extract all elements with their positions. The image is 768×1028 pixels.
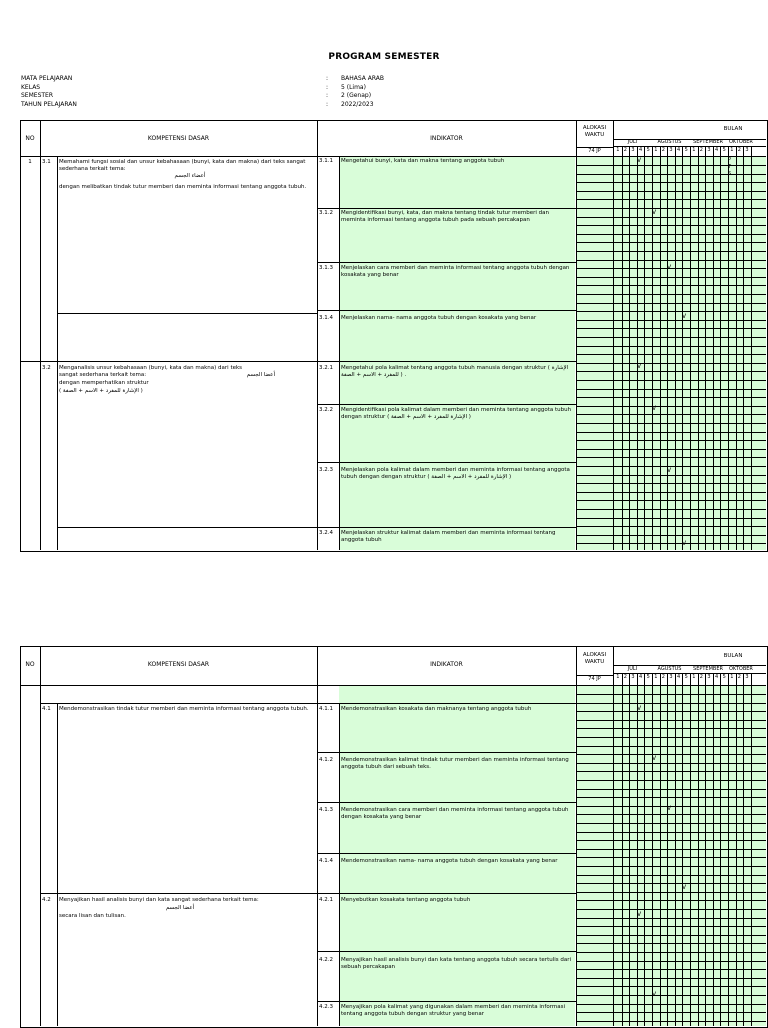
week-number: 1 xyxy=(654,147,658,153)
header-kd: KOMPETENSI DASAR xyxy=(147,135,210,142)
week-number: 4 xyxy=(715,147,719,153)
indicator-code: 3.1.3 xyxy=(319,265,333,271)
indicator-fill xyxy=(339,686,575,1026)
kd-code: 3.2 xyxy=(42,365,51,371)
kd-code: 4.1 xyxy=(42,706,51,712)
grid-row xyxy=(576,849,766,850)
meta-key: KELAS xyxy=(21,83,41,91)
row-line xyxy=(317,262,576,263)
header-jp: 74 JP xyxy=(588,676,601,682)
meta-value: BAHASA ARAB xyxy=(341,75,385,82)
meta-row xyxy=(21,75,401,84)
week-number: 2 xyxy=(623,674,627,680)
week-number: 1 xyxy=(730,147,734,153)
grid-col xyxy=(675,146,676,550)
grid-row xyxy=(576,234,766,235)
header-bulan: BULAN xyxy=(723,653,743,659)
week-check: V xyxy=(682,884,687,891)
kd-text-2: dengan melibatkan tindak tutur memberi dan meminta informasi tentang anggota tubuh. xyxy=(59,184,307,190)
indicator-text: Mendemonstrasikan cara memberi dan meminta informasi tentang anggota tubuh dengan kosakata yang benar xyxy=(341,807,569,820)
week-check: V xyxy=(637,157,642,164)
header-jp: 74 JP xyxy=(588,148,601,154)
week-number: 3 xyxy=(669,147,673,153)
grid-row xyxy=(576,225,766,226)
grid-row xyxy=(576,703,766,704)
week-number: 5 xyxy=(722,674,726,680)
week-number: 4 xyxy=(677,674,681,680)
week-number: 5 xyxy=(722,147,726,153)
kd-arabic: أعضا الجسم xyxy=(165,905,195,911)
grid-row xyxy=(576,711,766,712)
grid-row xyxy=(576,526,766,527)
header-indikator: INDIKATOR xyxy=(430,661,463,668)
page-title: PROGRAM SEMESTER xyxy=(328,52,440,62)
grid-row xyxy=(576,337,766,338)
row-line xyxy=(317,361,576,362)
grid-row xyxy=(576,423,766,424)
meta-sep: : xyxy=(326,92,329,99)
grid-row xyxy=(576,535,766,536)
grid-row xyxy=(576,918,766,919)
row-line xyxy=(317,893,576,894)
row-line xyxy=(317,310,576,311)
week-number: 5 xyxy=(684,674,688,680)
grid-row xyxy=(576,294,766,295)
grid-row xyxy=(576,543,766,544)
week-number: 5 xyxy=(684,147,688,153)
row-line xyxy=(57,527,317,528)
week-number: 2 xyxy=(661,674,665,680)
month-label: SEPTEMBER xyxy=(693,666,723,672)
week-check: V xyxy=(652,405,657,412)
week-number: 2 xyxy=(737,147,741,153)
grid-row xyxy=(576,754,766,755)
grid-row xyxy=(576,780,766,781)
pts-letter: P xyxy=(728,157,732,163)
indicator-text: Mendemonstrasikan kosakata dan maknanya tentang anggota tubuh xyxy=(341,706,532,712)
indicator-code: 4.1.4 xyxy=(319,858,333,864)
meta-sep: : xyxy=(326,100,329,108)
row-line xyxy=(317,1001,576,1002)
grid-row xyxy=(576,978,766,979)
indicator-code: 3.1.4 xyxy=(319,315,333,321)
grid-row xyxy=(576,789,766,790)
col-line xyxy=(317,646,318,1026)
indicator-text: Menyajikan pola kalimat yang digunakan dalam memberi dan meminta informasi tentang anggota tubuh dengan struktur yang benar xyxy=(341,1004,565,1017)
grid-row xyxy=(576,763,766,764)
grid-col xyxy=(698,146,699,550)
indicator-code: 4.1.2 xyxy=(319,757,333,763)
row-line xyxy=(20,361,317,362)
month-label: JULI xyxy=(627,139,638,145)
month-label: AGUSTUS xyxy=(657,139,682,145)
header-line xyxy=(20,685,766,686)
grid-col xyxy=(682,146,683,550)
indicator-text: Mengetahui pola kalimat tentang anggota tubuh manusia dengan struktur ( الإشارة للمفرد + الاسم + الصفة ) . xyxy=(341,365,569,378)
grid-row xyxy=(576,457,766,458)
week-number: 1 xyxy=(692,147,696,153)
grid-row xyxy=(576,475,766,476)
week-number: 3 xyxy=(631,674,635,680)
meta-sep: : xyxy=(326,83,329,91)
grid-row xyxy=(576,440,766,441)
kd-text: Mendemonstrasikan tindak tutur memberi dan meminta informasi tentang anggota tubuh. xyxy=(59,706,309,712)
indicator-code: 4.1.3 xyxy=(319,807,333,813)
pts-letter: S xyxy=(728,171,732,177)
week-check: V xyxy=(637,911,642,918)
kd-text-2: dengan memperhatikan struktur xyxy=(59,380,149,386)
week-number: 4 xyxy=(639,147,643,153)
week-number: 2 xyxy=(623,147,627,153)
meta-value: 2 (Genap) xyxy=(341,92,372,99)
grid-row xyxy=(576,995,766,996)
grid-row xyxy=(576,432,766,433)
grid-row xyxy=(576,909,766,910)
month-label: OKTOBER xyxy=(729,139,753,145)
grid-row xyxy=(576,311,766,312)
row-line xyxy=(317,527,576,528)
grid-row xyxy=(576,943,766,944)
col-line xyxy=(613,120,614,550)
week-check: V xyxy=(667,467,672,474)
grid-row xyxy=(576,1012,766,1013)
meta-info xyxy=(21,75,401,109)
grid-row xyxy=(576,346,766,347)
kd-text: Memahami fungsi sosial dan unsur kebahasaan (bunyi, kata dan makna) dari teks sangat sederhana terkait tema: xyxy=(59,159,306,172)
month-label: AGUSTUS xyxy=(657,666,682,672)
week-number: 2 xyxy=(737,674,741,680)
month-label: SEPTEMBER xyxy=(693,139,723,145)
col-line xyxy=(57,157,58,550)
col-line xyxy=(576,120,577,550)
grid-row xyxy=(576,866,766,867)
grid-col xyxy=(622,146,623,550)
kd-arabic: أعضاء الجسم xyxy=(174,173,206,179)
grid-col xyxy=(720,146,721,550)
grid-row xyxy=(576,814,766,815)
grid-row xyxy=(576,797,766,798)
month-label: JULI xyxy=(627,666,638,672)
grid-row xyxy=(576,380,766,381)
kd-text: Menyajikan hasil analisis bunyi dan kata sangat sederhana terkait tema: xyxy=(59,897,259,903)
grid-row xyxy=(576,242,766,243)
indicator-text: Menjelaskan struktur kalimat dalam memberi dan meminta informasi tentang anggota tubuh xyxy=(341,530,556,543)
meta-row xyxy=(21,101,401,110)
indicator-text: Menyebutkan kosakata tentang anggota tubuh xyxy=(341,897,471,903)
grid-col xyxy=(743,146,744,550)
grid-row xyxy=(576,720,766,721)
indicator-text: Mengidentifikasi bunyi, kata, dan makna tentang tindak tutur memberi dan meminta informasi tentang anggota tubuh pada sebuah percakapan xyxy=(341,210,549,223)
grid-row xyxy=(576,509,766,510)
meta-row xyxy=(21,84,401,93)
grid-col xyxy=(690,146,691,550)
grid-row xyxy=(576,320,766,321)
indicator-code: 4.2.2 xyxy=(319,957,333,963)
indicator-code: 3.2.3 xyxy=(319,467,333,473)
indicator-code: 4.2.1 xyxy=(319,897,333,903)
grid-row xyxy=(576,260,766,261)
week-number: 3 xyxy=(707,674,711,680)
grid-row xyxy=(576,883,766,884)
grid-row xyxy=(576,961,766,962)
week-number: 3 xyxy=(631,147,635,153)
week-number: 5 xyxy=(646,674,650,680)
header-indikator: INDIKATOR xyxy=(430,135,463,142)
grid-row xyxy=(576,694,766,695)
header-no: NO xyxy=(25,135,35,142)
row-line xyxy=(317,208,576,209)
grid-row xyxy=(576,449,766,450)
col-line xyxy=(40,120,41,550)
header-line xyxy=(576,147,613,148)
meta-key: TAHUN PELAJARAN xyxy=(21,100,77,108)
week-number: 1 xyxy=(654,674,658,680)
grid-row xyxy=(576,354,766,355)
col-line xyxy=(339,157,340,550)
indicator-code: 4.2.3 xyxy=(319,1004,333,1010)
grid-row xyxy=(576,935,766,936)
week-number: 2 xyxy=(699,674,703,680)
grid-col xyxy=(713,146,714,550)
grid-row xyxy=(576,1004,766,1005)
kd-code: 3.1 xyxy=(42,159,51,165)
grid-col xyxy=(751,146,752,550)
grid-row xyxy=(576,518,766,519)
grid-row xyxy=(576,182,766,183)
grid-row xyxy=(576,492,766,493)
indicator-text: Menyajikan hasil analisis bunyi dan kata tentang anggota tubuh secara tertulis dari sebuah percakapan xyxy=(341,957,572,970)
week-check: V xyxy=(637,363,642,370)
grid-row xyxy=(576,406,766,407)
week-number: 1 xyxy=(616,674,620,680)
header-alokasi: ALOKASI xyxy=(582,652,607,658)
meta-key: MATA PELAJARAN xyxy=(21,75,73,82)
col-line xyxy=(317,120,318,550)
meta-sep: : xyxy=(326,75,329,82)
grid-row xyxy=(576,277,766,278)
indicator-code: 3.2.1 xyxy=(319,365,333,371)
col-line xyxy=(57,703,58,1026)
week-check: V xyxy=(682,540,687,547)
grid-row xyxy=(576,191,766,192)
indicator-code: 3.1.2 xyxy=(319,210,333,216)
row-line xyxy=(57,313,317,314)
indicator-text: Mendemonstrasikan nama- nama anggota tubuh dengan kosakata yang benar xyxy=(341,858,558,864)
row-line xyxy=(317,951,576,952)
meta-value: 2022/2023 xyxy=(341,100,374,108)
kd-text-2: secara lisan dan tulisan. xyxy=(59,913,126,919)
grid-row xyxy=(576,1021,766,1022)
week-check: V xyxy=(667,264,672,271)
grid-col xyxy=(736,146,737,550)
week-number: 3 xyxy=(745,147,749,153)
grid-row xyxy=(576,728,766,729)
kd-arabic: أعضا الجسم xyxy=(246,372,275,378)
grid-row xyxy=(576,832,766,833)
header-waktu: WAKTU xyxy=(584,132,605,138)
grid-row xyxy=(576,823,766,824)
row-line xyxy=(317,404,576,405)
week-number: 3 xyxy=(745,674,749,680)
grid-row xyxy=(576,969,766,970)
row-line xyxy=(40,893,317,894)
grid-row xyxy=(576,500,766,501)
grid-row xyxy=(576,389,766,390)
week-check: V xyxy=(667,805,672,812)
grid-row xyxy=(576,857,766,858)
grid-row xyxy=(576,208,766,209)
indicator-code: 3.2.4 xyxy=(319,530,333,536)
grid-row xyxy=(576,371,766,372)
grid-row xyxy=(576,952,766,953)
indicator-text: Mengetahui bunyi, kata dan makna tentang anggota tubuh xyxy=(341,158,505,164)
grid-row xyxy=(576,303,766,304)
kd-code: 4.2 xyxy=(42,897,51,903)
pts-letter: T xyxy=(728,164,732,170)
grid-row xyxy=(576,875,766,876)
week-check: V xyxy=(652,755,657,762)
header-line xyxy=(576,675,613,676)
indicator-code: 4.1.1 xyxy=(319,706,333,712)
header-bulan: BULAN xyxy=(723,126,743,132)
week-check: V xyxy=(652,209,657,216)
indicator-text: Menjelaskan cara memberi dan meminta informasi tentang anggota tubuh dengan kosakata yang benar xyxy=(341,265,570,278)
week-number: 2 xyxy=(699,147,703,153)
kd-text-3: ( الإشارة للمفرد + الاسم + الصفة ) xyxy=(59,388,143,394)
indicator-text: Mengidentifikasi pola kalimat dalam memberi dan meminta tentang anggota tubuh dengan struktur ( الإشارة للمفرد + الاسم + الصفة ) xyxy=(341,407,572,420)
grid-col xyxy=(644,146,645,550)
col-line xyxy=(40,646,41,1026)
grid-col xyxy=(667,146,668,550)
week-number: 1 xyxy=(616,147,620,153)
week-number: 3 xyxy=(669,674,673,680)
meta-value: 5 (Lima) xyxy=(341,83,366,91)
week-check: V xyxy=(637,705,642,712)
grid-row xyxy=(576,986,766,987)
indicator-code: 3.1.1 xyxy=(319,158,333,164)
week-number: 4 xyxy=(715,674,719,680)
grid-row xyxy=(576,285,766,286)
grid-row xyxy=(576,199,766,200)
meta-row xyxy=(21,92,401,101)
grid-row xyxy=(576,483,766,484)
grid-col xyxy=(728,146,732,550)
indicator-code: 3.2.2 xyxy=(319,407,333,413)
grid-row xyxy=(576,737,766,738)
week-number: 4 xyxy=(639,674,643,680)
header-waktu: WAKTU xyxy=(584,659,605,665)
header-kd: KOMPETENSI DASAR xyxy=(147,661,210,668)
header-line xyxy=(20,156,766,157)
indicator-text: Menjelaskan pola kalimat dalam memberi dan meminta informasi tentang anggota tubuh dengan dengan struktur ( الإشارة للمفرد + الاسم + الصفة ) xyxy=(341,467,570,480)
row-line xyxy=(317,802,576,803)
meta-key: SEMESTER xyxy=(21,92,54,99)
grid-row xyxy=(576,900,766,901)
grid-col xyxy=(637,146,638,550)
grid-row xyxy=(576,363,766,364)
grid-row xyxy=(576,174,766,175)
week-number: 1 xyxy=(692,674,696,680)
grid-col xyxy=(629,146,630,550)
grid-row xyxy=(576,746,766,747)
month-label: OKTOBER xyxy=(729,666,753,672)
grid-row xyxy=(576,414,766,415)
week-check: V xyxy=(652,991,657,998)
grid-col xyxy=(705,146,706,550)
week-number: 5 xyxy=(646,147,650,153)
week-number: 2 xyxy=(661,147,665,153)
header-no: NO xyxy=(25,661,35,668)
row-no: 1 xyxy=(28,159,32,165)
grid-col xyxy=(652,146,653,550)
grid-row xyxy=(576,165,766,166)
row-line xyxy=(317,853,576,854)
row-line xyxy=(40,703,576,704)
grid-row xyxy=(576,771,766,772)
grid-row xyxy=(576,926,766,927)
indicator-text: Menjelaskan nama- nama anggota tubuh dengan kosakata yang benar xyxy=(341,315,537,321)
week-number: 1 xyxy=(730,674,734,680)
grid-row xyxy=(576,397,766,398)
week-check: V xyxy=(682,313,687,320)
grid-row xyxy=(576,217,766,218)
grid-row xyxy=(576,840,766,841)
grid-row xyxy=(576,328,766,329)
row-line xyxy=(317,462,576,463)
row-line xyxy=(317,752,576,753)
header-alokasi: ALOKASI xyxy=(582,125,607,131)
grid-row xyxy=(576,251,766,252)
indicator-text: Mendemonstrasikan kalimat tindak tutur memberi dan meminta informasi tentang anggota tubuh dari sebuah teks. xyxy=(341,757,569,770)
grid-row xyxy=(576,892,766,893)
week-number: 4 xyxy=(677,147,681,153)
grid-col xyxy=(660,146,661,550)
kd-text: Menganalisis unsur kebahasaan (bunyi, kata dan makna) dari teks sangat sederhana terkait tema: xyxy=(59,365,243,378)
week-number: 3 xyxy=(707,147,711,153)
